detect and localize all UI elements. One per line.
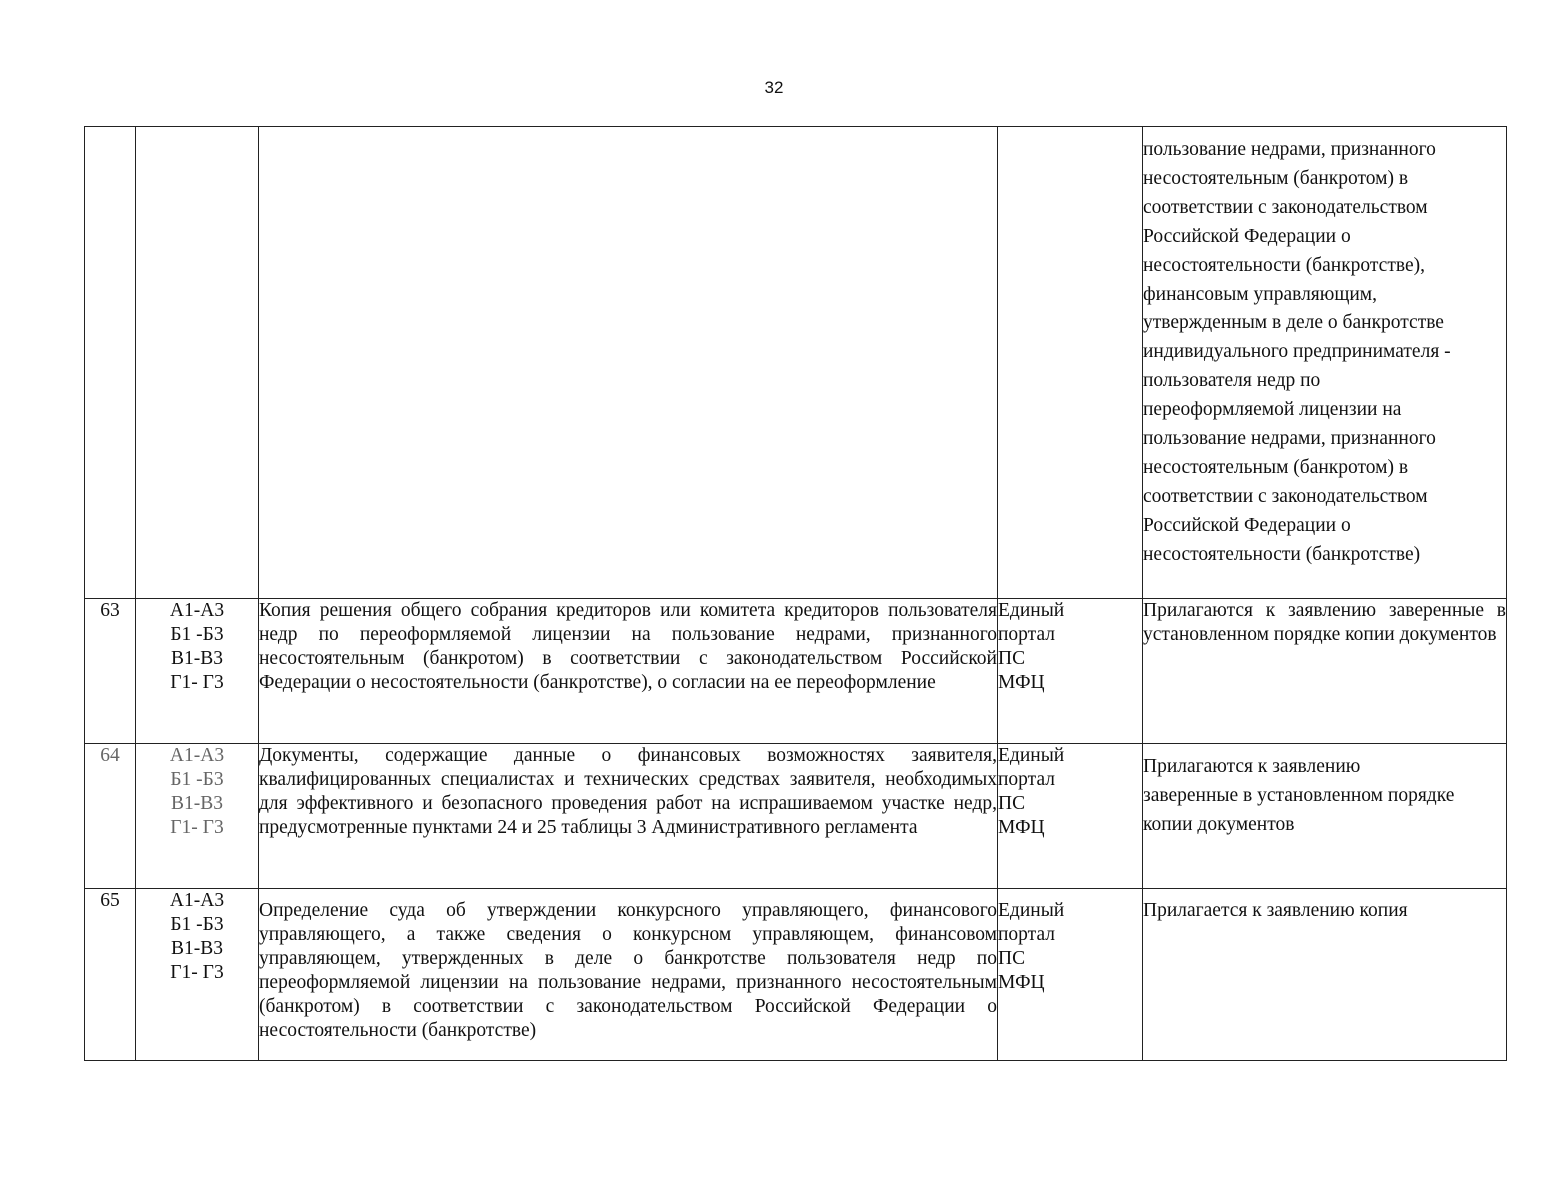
row-number: 63 [85,599,136,744]
submission-method [998,889,1143,1061]
source-line: Единый [998,600,1065,621]
note-line: несостоятельности (банкротстве), [1143,254,1425,276]
note-line: несостоятельным (банкротом) в [1143,167,1409,189]
note-line: несостоятельности (банкротстве) [1143,543,1421,565]
document-description: Копия решения общего собрания кредиторов или комитета кредиторов пользователя недр по переоформляемой лицензии на пользование недрами, признанного несостоятельным (банкротом) в соответствии с законодательством Российской Федерации о несостоятельности (банкротстве), о согласии на ее переоформление [259,599,998,744]
page-number: 32 [764,78,784,97]
note-line: пользование недрами, признанного [1143,428,1436,450]
code-line: В1-В3 [170,648,223,669]
source-line: Единый [998,900,1065,921]
note-line: индивидуального предпринимателя - [1143,341,1451,363]
row-number-cell [85,127,136,599]
note-line: соответствии с законодательством [1143,485,1428,507]
note-line: Российской Федерации о [1143,514,1351,536]
applicant-codes-cell [136,127,259,599]
source-line: Единый [998,745,1065,766]
table-row-63 [85,599,1507,744]
row-number: 64 [85,744,136,889]
source-line: портал [998,924,1055,945]
note-line: пользователя недр по [1143,370,1321,392]
code-line: В1-В3 [170,793,223,814]
code-line: А1-А3 [169,890,225,911]
documents-table [84,126,1507,1061]
applicant-codes [136,744,259,889]
source-line: ПС [998,648,1026,669]
document-description: Документы, содержащие данные о финансовых возможностях заявителя, квалифицированных специалистах и технических средствах заявителя, необходимых для эффективного и безопасного проведения работ на испрашиваемом участке недр, предусмотренные пунктами 24 и 25 таблицы 3 Административного регламента [259,744,998,889]
row-number: 65 [85,889,136,1061]
submission-method-cell [998,127,1143,599]
code-line: Б1 -Б3 [170,769,224,790]
table-row-65 [85,889,1507,1061]
note-line: пользование недрами, признанного [1143,139,1436,160]
note-line: соответствии с законодательством [1143,196,1428,218]
document-description: Определение суда об утверждении конкурсного управляющего, финансового управляющего, а также сведения о конкурсном управляющем, финансовом управляющем, утвержденных в деле о банкротстве пользователя недр по переоформляемой лицензии на пользование недрами, признанного несостоятельным (банкротом) в соответствии с законодательством Российской Федерации о несостоятельности (банкротстве) [259,889,998,1061]
code-line: Г1- Г3 [170,962,224,983]
applicant-codes [136,889,259,1061]
source-line: ПС [998,948,1026,969]
note-line: копии документов [1143,813,1295,835]
code-line: Б1 -Б3 [170,914,224,935]
source-line: портал [998,624,1055,645]
code-line: Б1 -Б3 [170,624,224,645]
code-line: В1-В3 [170,938,223,959]
code-line: Г1- Г3 [170,672,224,693]
code-line: Г1- Г3 [170,817,224,838]
code-line: А1-А3 [169,600,225,621]
note-line: Прилагаются к заявлению [1143,756,1361,777]
source-line: МФЦ [998,817,1045,838]
note-cell [1143,127,1507,599]
note: Прилагаются к заявлению заверенные в установленном порядке копии документов [1143,599,1507,744]
note-line: переоформляемой лицензии на [1143,399,1402,421]
note-line: утвержденным в деле о банкротстве [1143,312,1444,334]
submission-method [998,744,1143,889]
note [1143,744,1507,889]
source-line: МФЦ [998,972,1045,993]
table-row-64 [85,744,1507,889]
document-description-cell [259,127,998,599]
note: Прилагается к заявлению копия [1143,889,1507,1061]
submission-method [998,599,1143,744]
source-line: ПС [998,793,1026,814]
note-line: заверенные в установленном порядке [1143,784,1455,806]
note-line: Российской Федерации о [1143,225,1351,247]
source-line: портал [998,769,1055,790]
table-row-continuation [85,127,1507,599]
applicant-codes [136,599,259,744]
source-line: МФЦ [998,672,1045,693]
code-line: А1-А3 [169,745,225,766]
note-line: финансовым управляющим, [1143,283,1377,305]
note-line: несостоятельным (банкротом) в [1143,456,1409,478]
